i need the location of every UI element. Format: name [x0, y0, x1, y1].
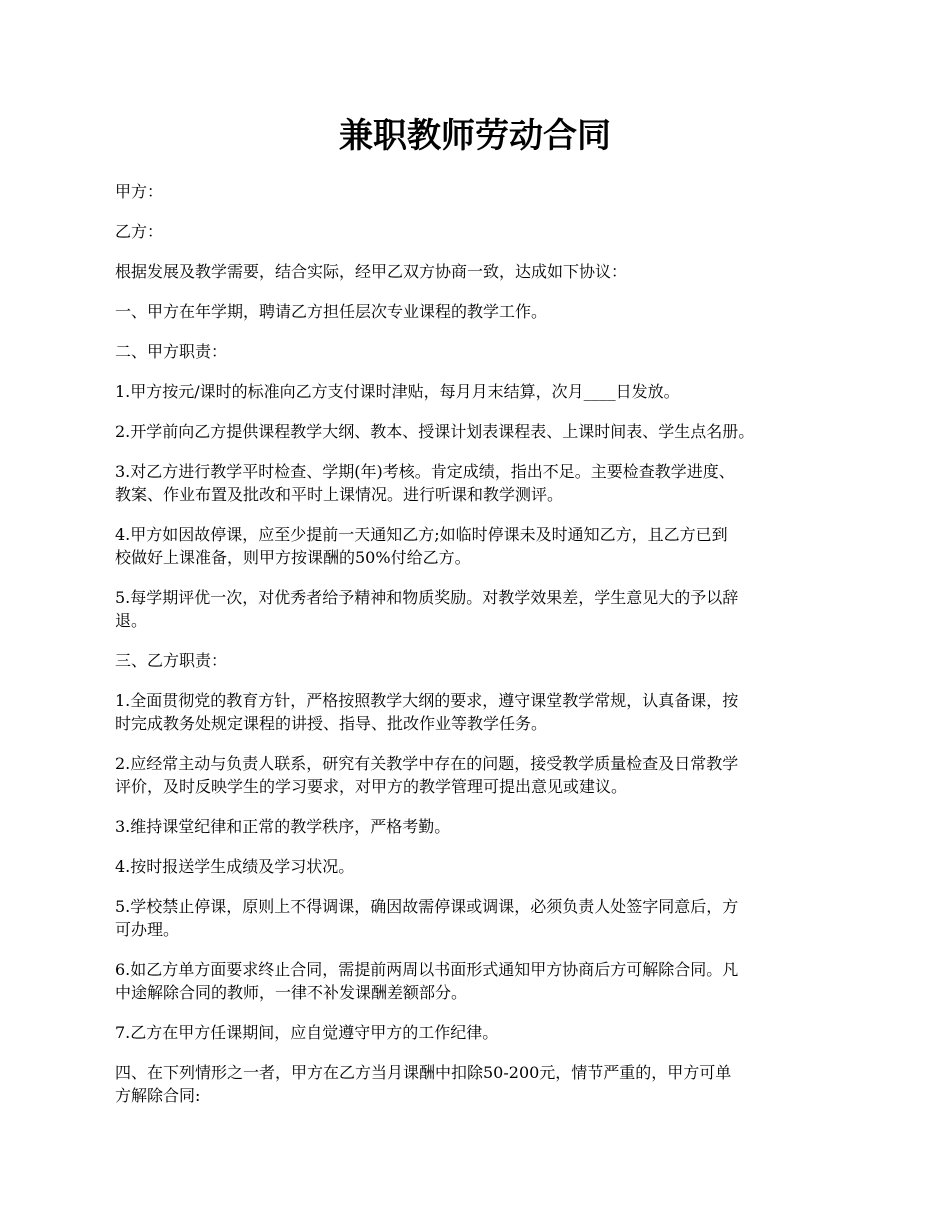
text-line: 教案、作业布置及批改和平时上课情况。进行听课和教学测评。: [115, 485, 564, 504]
text-line: 5.每学期评优一次，对优秀者给予精神和物质奖励。对教学效果差，学生意见大的予以辞: [115, 588, 739, 607]
paragraph-a-duty-4: [115, 523, 837, 569]
document-body: [115, 180, 837, 1124]
text-line: 中途解除合同的教师，一律不补发课酬差额部分。: [115, 983, 468, 1002]
text-line: 4.甲方如因故停课，应至少提前一天通知乙方;如临时停课未及时通知乙方，且乙方已到: [115, 525, 728, 544]
paragraph-preamble: [115, 260, 837, 283]
text-line: 5.学校禁止停课，原则上不得调课，确因故需停课或调课，必须负责人处签字同意后，方: [115, 897, 739, 916]
text-line: 2.应经常主动与负责人联系，研究有关教学中存在的问题，接受教学质量检查及日常教学: [115, 754, 739, 773]
text-line: 可办理。: [115, 920, 180, 939]
text-line: 退。: [115, 611, 148, 630]
paragraph-section-3-heading: [115, 649, 837, 672]
text-line: 甲方：: [115, 182, 164, 201]
text-line: 时完成教务处规定课程的讲授、指导、批改作业等教学任务。: [115, 714, 548, 733]
text-line: 3.对乙方进行教学平时检查、学期(年)考核。肯定成绩，指出不足。主要检查教学进度、: [115, 462, 735, 481]
text-line: 评价，及时反映学生的学习要求，对甲方的教学管理可提出意见或建议。: [115, 777, 628, 796]
paragraph-b-duty-2: [115, 752, 837, 798]
text-line: 1.全面贯彻党的教育方针，严格按照教学大纲的要求，遵守课堂教学常规，认真备课，按: [115, 691, 739, 710]
text-line: 乙方：: [115, 222, 164, 241]
paragraph-section-1: [115, 300, 837, 323]
text-line: 2.开学前向乙方提供课程教学大纲、教本、授课计划表课程表、上课时间表、学生点名册。: [115, 422, 755, 441]
text-line: 三、乙方职责：: [115, 651, 228, 670]
text-line: 6.如乙方单方面要求终止合同，需提前两周以书面形式通知甲方协商后方可解除合同。凡: [115, 960, 739, 979]
text-line: 1.甲方按元/课时的标准向乙方支付课时津贴，每月月末结算，次月____日发放。: [115, 382, 680, 401]
text-line: 根据发展及教学需要，结合实际，经甲乙双方协商一致，达成如下协议：: [115, 262, 628, 281]
text-line: 7.乙方在甲方任课期间，应自觉遵守甲方的工作纪律。: [115, 1023, 499, 1042]
paragraph-a-duty-2: [115, 420, 837, 443]
text-line: 4.按时报送学生成绩及学习状况。: [115, 857, 355, 876]
paragraph-b-duty-3: [115, 815, 837, 838]
paragraph-b-duty-4: [115, 855, 837, 878]
paragraph-b-duty-1: [115, 689, 837, 735]
paragraph-a-duty-5: [115, 586, 837, 632]
paragraph-b-duty-5: [115, 895, 837, 941]
text-line: 二、甲方职责：: [115, 342, 228, 361]
paragraph-party-a: [115, 180, 837, 203]
paragraph-b-duty-6: [115, 958, 837, 1004]
text-line: 四、在下列情形之一者，甲方在乙方当月课酬中扣除50-200元，情节严重的，甲方可单: [115, 1063, 732, 1082]
text-line: 方解除合同:: [115, 1086, 201, 1105]
document-title: 兼职教师劳动合同: [339, 116, 611, 156]
text-line: 一、甲方在年学期，聘请乙方担任层次专业课程的教学工作。: [115, 302, 548, 321]
paragraph-b-duty-7: [115, 1021, 837, 1044]
paragraph-a-duty-1: [115, 380, 837, 403]
paragraph-section-4: [115, 1061, 837, 1107]
text-line: 3.维持课堂纪律和正常的教学秩序，严格考勤。: [115, 817, 451, 836]
text-line: 校做好上课准备，则甲方按课酬的50%付给乙方。: [115, 548, 471, 567]
paragraph-party-b: [115, 220, 837, 243]
paragraph-a-duty-3: [115, 460, 837, 506]
paragraph-section-2-heading: [115, 340, 837, 363]
